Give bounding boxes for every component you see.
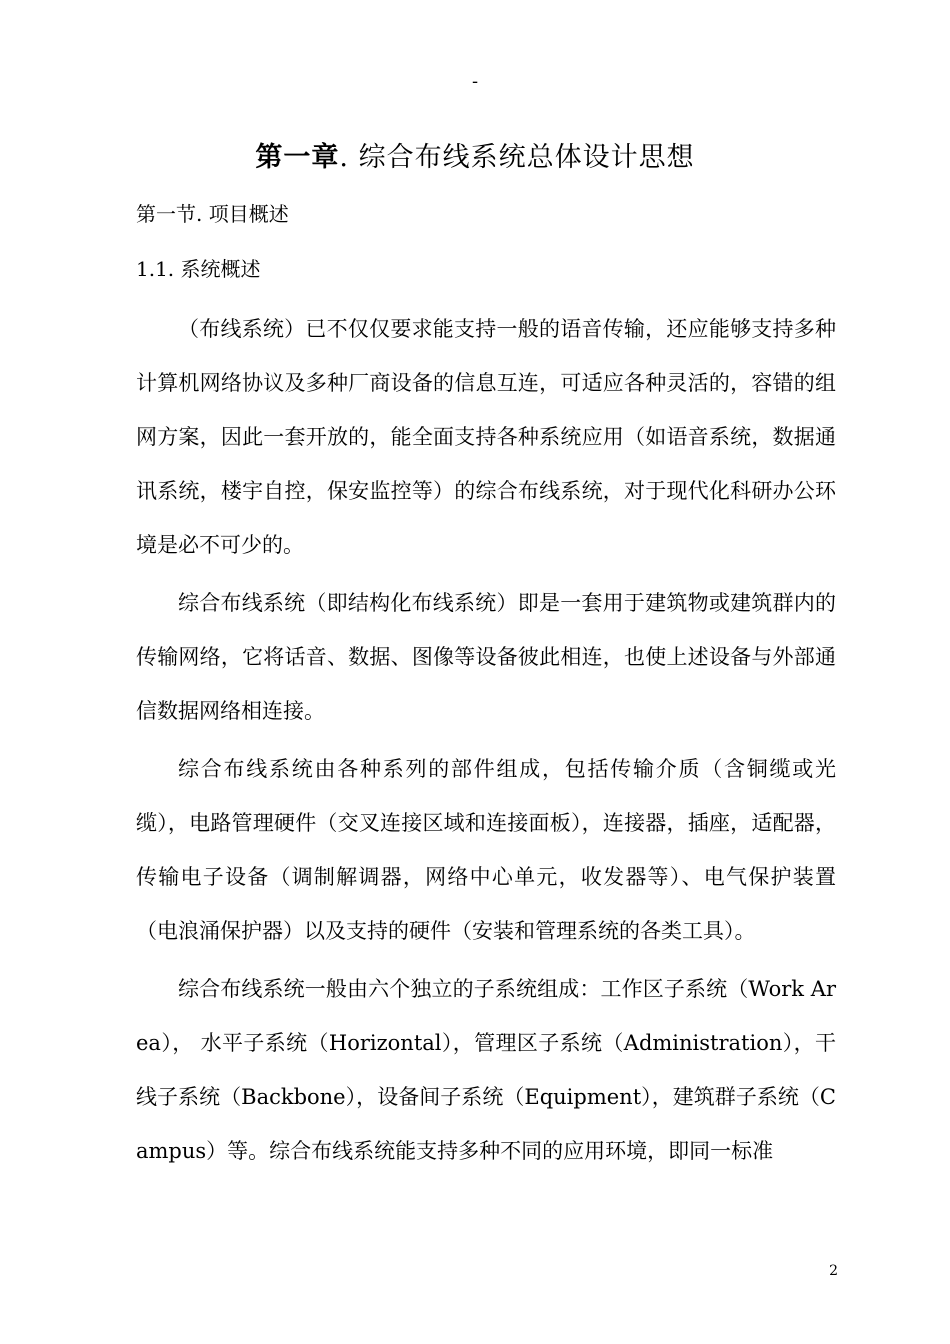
- paragraph: 综合布线系统（即结构化布线系统）即是一套用于建筑物或建筑群内的传输网络，它将话音、数据、图像等设备彼此相连，也使上述设备与外部通信数据网络相连接。: [136, 591, 836, 723]
- chapter-separator: .: [339, 142, 359, 173]
- chapter-title: [0, 140, 950, 176]
- subsection-title: 1.1. 系统概述: [136, 257, 261, 281]
- body-text: [136, 302, 836, 1178]
- header-mark: -: [471, 71, 479, 92]
- page-number: 2: [829, 1263, 838, 1279]
- section-title: 第一节. 项目概述: [136, 202, 289, 226]
- paragraph: （布线系统）已不仅仅要求能支持一般的语音传输，还应能够支持多种计算机网络协议及多种厂商设备的信息互连，可适应各种灵活的，容错的组网方案，因此一套开放的，能全面支持各种系统应用（如语音系统，数据通讯系统，楼宇自控，保安监控等）的综合布线系统，对于现代化科研办公环境是必不可少的。: [136, 317, 836, 557]
- paragraph: 综合布线系统一般由六个独立的子系统组成：工作区子系统（Work Area）， 水平子系统（Horizontal），管理区子系统（Administration），干线子系统（Backbone），设备间子系统（Equipment），建筑群子系统（Campus）等。综合布线系统能支持多种不同的应用环境，即同一标准: [136, 977, 836, 1163]
- paragraph: 综合布线系统由各种系列的部件组成，包括传输介质（含铜缆或光缆），电路管理硬件（交叉连接区域和连接面板），连接器，插座，适配器，传输电子设备（调制解调器，网络中心单元，收发器等）、电气保护装置（电浪涌保护器）以及支持的硬件（安装和管理系统的各类工具）。: [136, 757, 836, 943]
- chapter-number: 第一章: [255, 142, 340, 173]
- chapter-title-text: 综合布线系统总体设计思想: [358, 142, 695, 173]
